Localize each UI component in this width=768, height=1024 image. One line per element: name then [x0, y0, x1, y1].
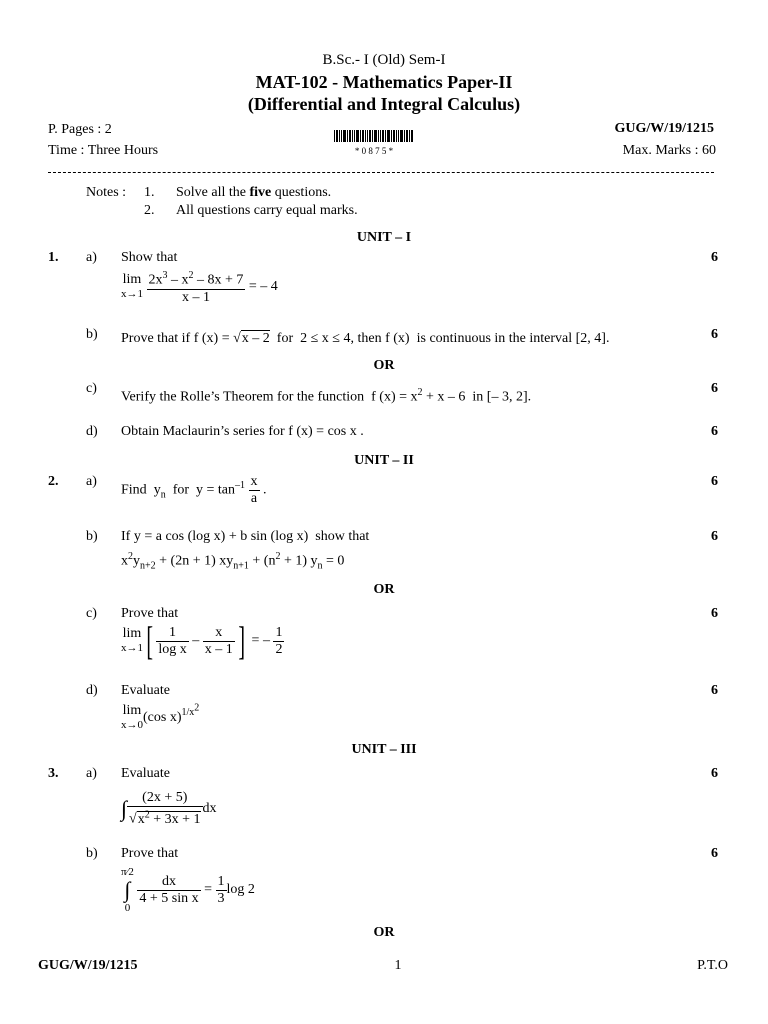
q2b-text: If y = a cos (log x) + b sin (log x) show that — [121, 529, 370, 544]
page-count: P. Pages : 2 — [48, 122, 112, 137]
q1d-text: Obtain Maclaurin’s series for f (x) = cos x . — [121, 424, 364, 439]
page-number: 1 — [394, 958, 402, 973]
q2d-text: Evaluate — [121, 683, 170, 698]
q1d-label: d) — [86, 424, 98, 439]
q2a-label: a) — [86, 474, 97, 489]
paper-title: MAT-102 - Mathematics Paper-II — [255, 72, 513, 92]
q3a-text: Evaluate — [121, 766, 170, 781]
note-2-text: All questions carry equal marks. — [176, 203, 358, 218]
or-divider-3: OR — [373, 925, 395, 940]
notes-label: Notes : — [86, 185, 127, 200]
q2b-label: b) — [86, 529, 98, 544]
q2b-marks: 6 — [711, 529, 718, 544]
q2c-marks: 6 — [711, 606, 718, 621]
q1c-marks: 6 — [711, 381, 718, 396]
q2c-label: c) — [86, 606, 97, 621]
q3a-label: a) — [86, 766, 97, 781]
q1b-text: Prove that if f (x) = √x – 2 for 2 ≤ x ≤ 4, then f (x) is continuous in the interval [2, 4]. — [121, 331, 610, 346]
footer-code: GUG/W/19/1215 — [38, 958, 138, 973]
or-divider-2: OR — [373, 582, 395, 597]
q2c-text: Prove that — [121, 606, 179, 621]
question-2-number: 2. — [48, 474, 59, 489]
note-1-number: 1. — [144, 185, 155, 200]
q1a-label: a) — [86, 250, 97, 265]
unit-3-heading: UNIT – III — [351, 742, 417, 757]
subject-title: (Differential and Integral Calculus) — [247, 94, 521, 114]
time-allowed: Time : Three Hours — [48, 143, 159, 158]
q1c-label: c) — [86, 381, 97, 396]
q1a-formula: lim x→1 $\frac{2x^3 - x^2 - 8x + 7}{x - 1}$ = – 4 — [121, 270, 278, 305]
q3a-formula: ∫ $\frac{(2x + 5)}{√x^2 + 3x + 1}$ dx — [121, 790, 217, 827]
q2d-formula: lim x→0 (cos x)$^{1/x^2}$ — [121, 702, 200, 731]
q3b-label: b) — [86, 846, 98, 861]
q2d-marks: 6 — [711, 683, 718, 698]
q1b-label: b) — [86, 327, 98, 342]
q3b-formula: π⁄2 ∫ 0 $\frac{dx}{\text{4 + 5 sin x}}$ = $\frac{1}{3}$ log 2 — [121, 866, 255, 914]
max-marks: Max. Marks : 60 — [622, 143, 716, 158]
paper-code: GUG/W/19/1215 — [614, 121, 714, 136]
q3b-marks: 6 — [711, 846, 718, 861]
q3b-text: Prove that — [121, 846, 179, 861]
q2c-formula: lim x→1 [ $\frac{1}{\text{log x}}$ – $\frac{x}{x - 1}$ ] = – $\frac{1}{2}$ — [121, 618, 283, 663]
q1b-marks: 6 — [711, 327, 718, 342]
q1a-text: Show that — [121, 250, 178, 265]
q2d-label: d) — [86, 683, 98, 698]
q1a-marks: 6 — [711, 250, 718, 265]
question-3-number: 3. — [48, 766, 59, 781]
note-2-number: 2. — [144, 203, 155, 218]
or-divider-1: OR — [373, 358, 395, 373]
q1c-text: Verify the Rolle’s Theorem for the function f $(x) = x^2 + x - 6$ in [– 3, 2]. — [121, 387, 532, 405]
note-1-text: Solve all the five questions. — [176, 185, 332, 200]
unit-1-heading: UNIT – I — [356, 230, 412, 245]
question-1-number: 1. — [48, 250, 59, 265]
course-title: B.Sc.- I (Old) Sem-I — [322, 52, 446, 68]
q2b-formula: $x^2y_{n+2} + (2n + 1) xy_{n+1} + (n^2 + 1) y_n = 0$ — [121, 551, 345, 572]
please-turn-over: P.T.O — [697, 958, 728, 973]
barcode-icon — [334, 130, 414, 147]
q3a-marks: 6 — [711, 766, 718, 781]
q2a-formula: Find $y_n$ for $y = \tan^{-1}$ $\frac{x}{a}$ . — [121, 474, 267, 506]
unit-2-heading: UNIT – II — [354, 453, 414, 468]
barcode-number: * 0 8 7 5 * — [354, 146, 394, 156]
q1d-marks: 6 — [711, 424, 718, 439]
header-divider — [48, 172, 714, 173]
q2a-marks: 6 — [711, 474, 718, 489]
